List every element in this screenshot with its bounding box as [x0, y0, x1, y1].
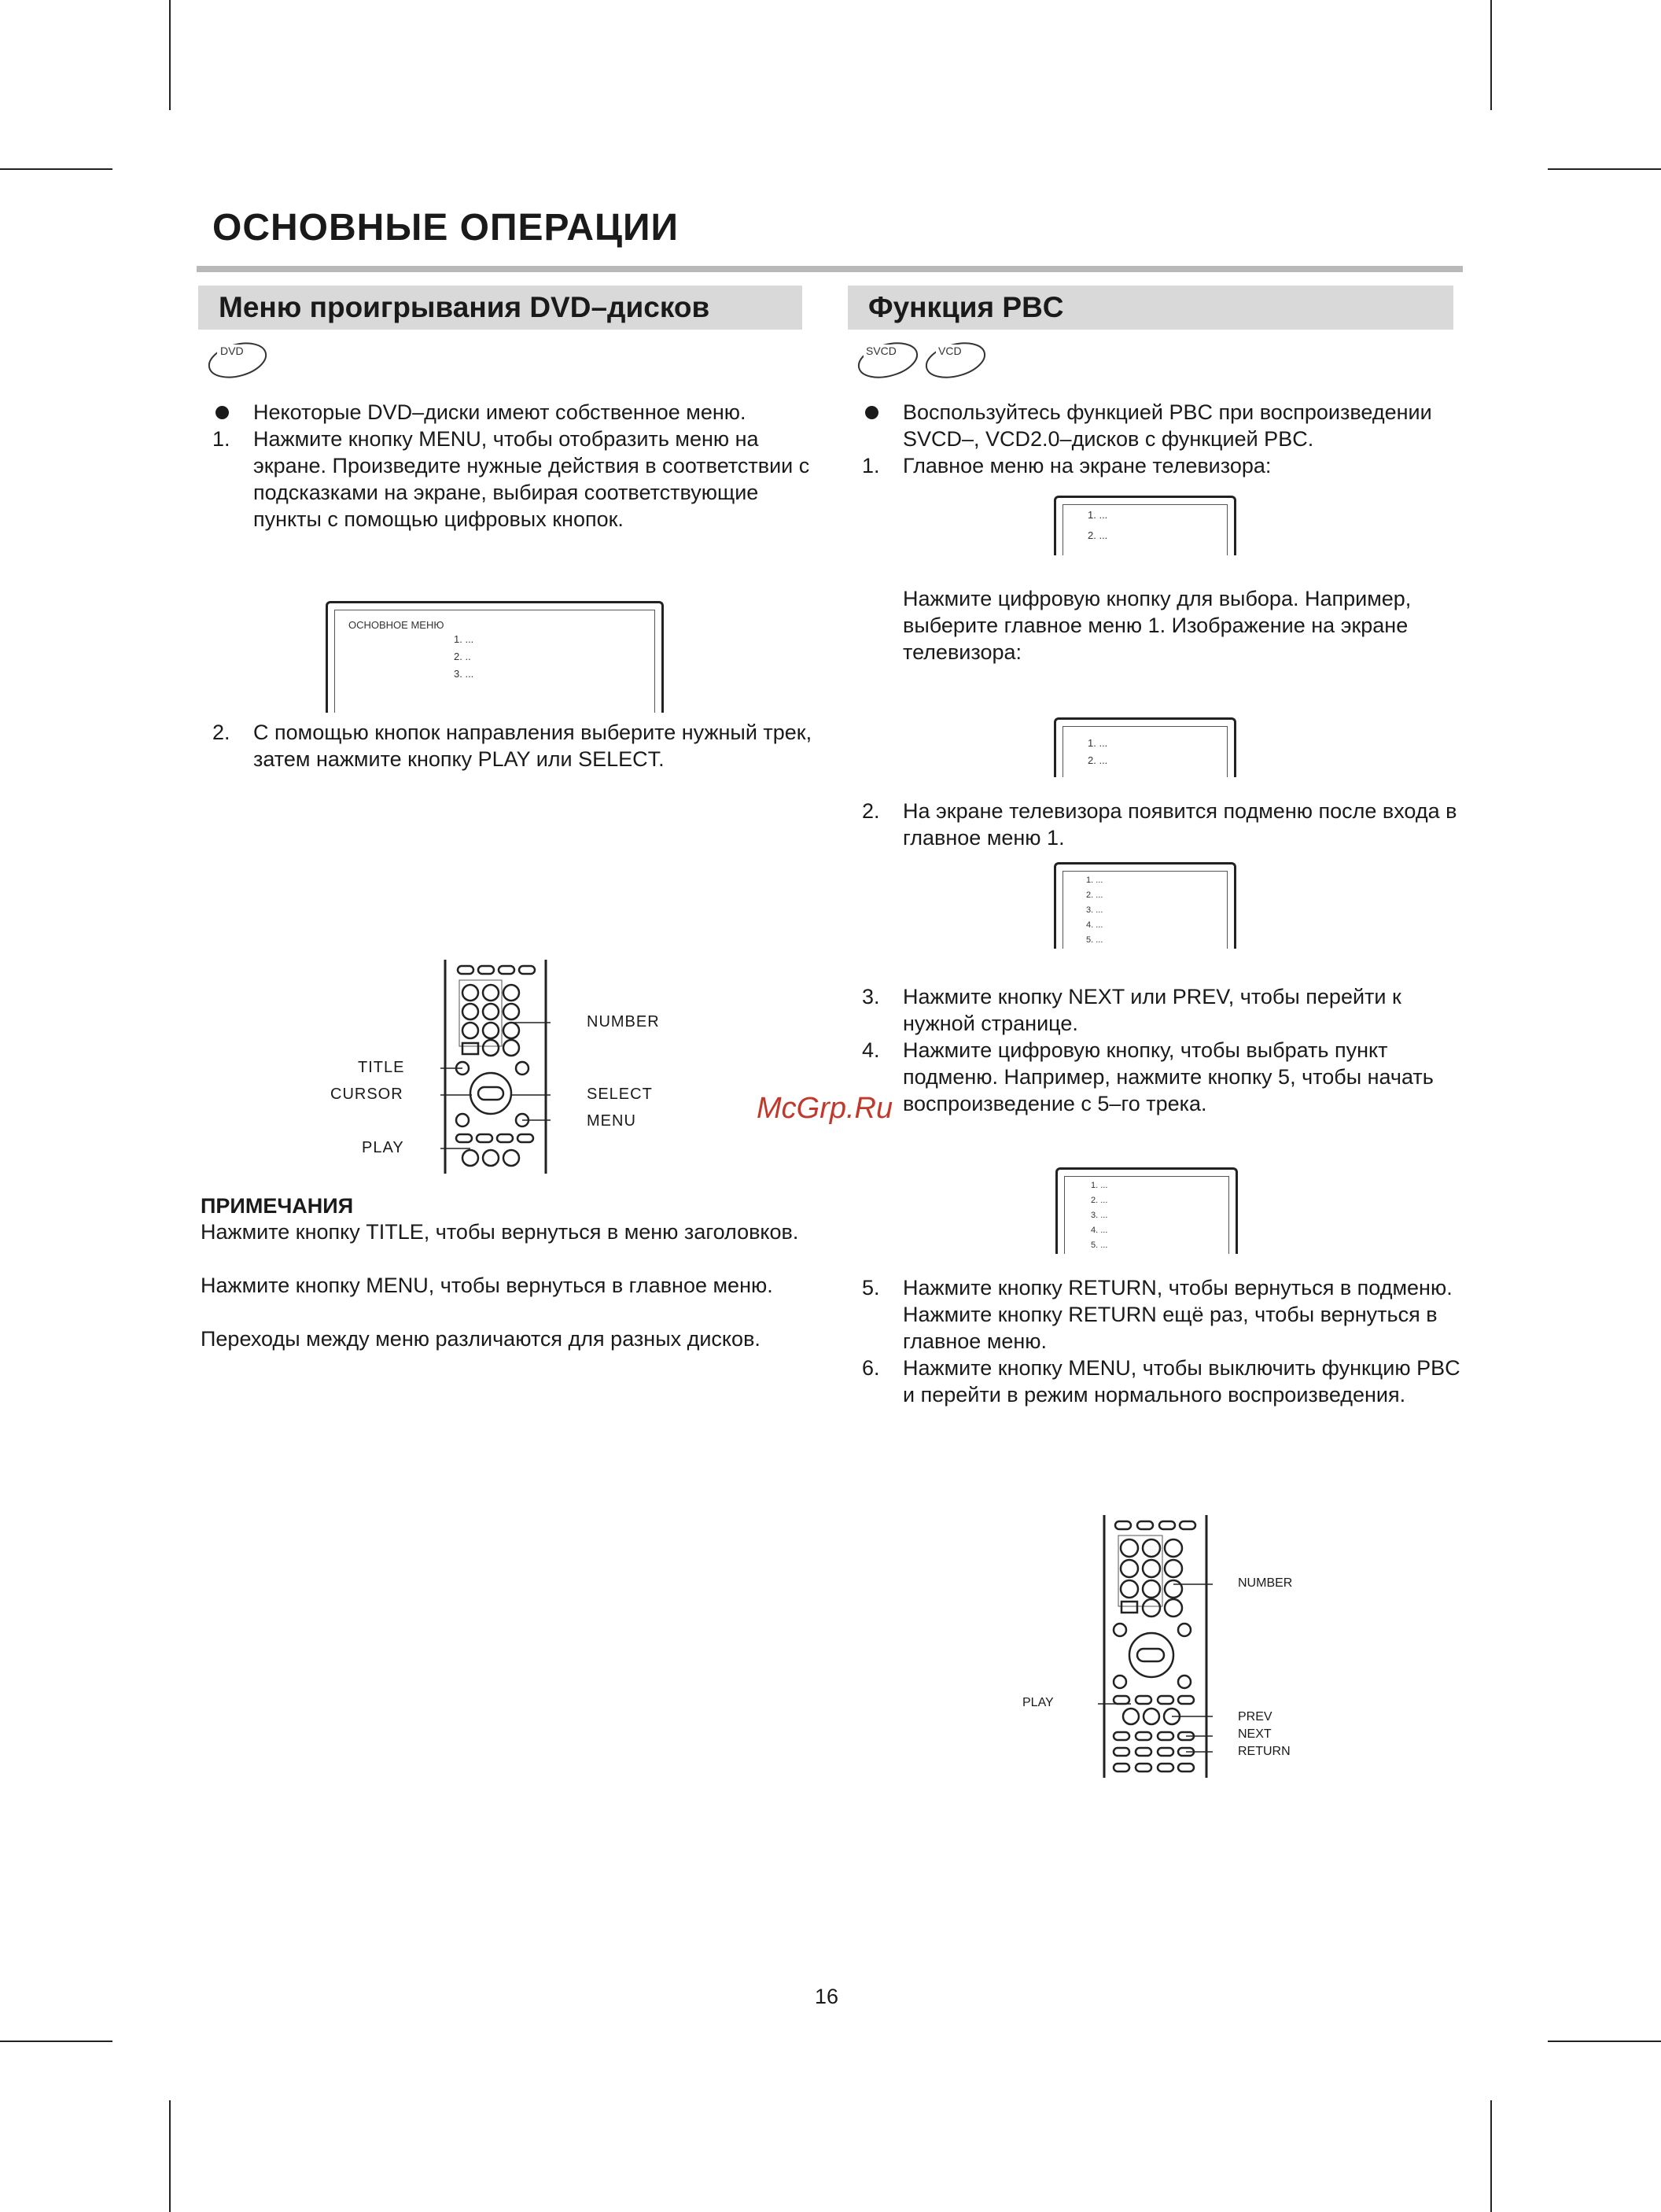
remote-label-select: SELECT: [587, 1086, 653, 1103]
svcd-disc-icon: [856, 340, 920, 381]
remote-label-prev: PREV: [1238, 1710, 1272, 1724]
remote-label-menu: MENU: [587, 1112, 636, 1130]
vcd-disc-icon: [923, 340, 988, 381]
note-line: Переходы между меню различаются для разных дисков.: [201, 1327, 761, 1351]
crop-mark: [169, 0, 171, 110]
list-item: Воспользуйтесь функцией PBC при воспроизведении SVCD–, VCD2.0–дисков с функцией PBC.: [862, 399, 1468, 452]
tv-menu-line: 1. ...: [1088, 737, 1108, 749]
note-line: Нажмите кнопку MENU, чтобы вернуться в главное меню.: [201, 1274, 773, 1297]
list-item: 5. Нажмите кнопку RETURN, чтобы вернуться в подменю. Нажмите кнопку RETURN ещё раз, чтобы вернуться в главное меню.: [862, 1276, 1453, 1353]
remote-control-illustration: [440, 960, 551, 1174]
remote-control-illustration-pbc: [1098, 1515, 1213, 1778]
crop-mark: [1490, 0, 1492, 110]
title-rule: [197, 266, 1463, 272]
tv-menu-line: 2. ...: [1088, 754, 1108, 766]
notes-title: ПРИМЕЧАНИЯ: [201, 1194, 354, 1218]
watermark: McGrp.Ru: [757, 1092, 893, 1125]
remote-label-play-pbc: PLAY: [1022, 1696, 1054, 1709]
list-item: 2. На экране телевизора появится подменю после входа в главное меню 1.: [862, 799, 1457, 850]
remote-label-cursor: CURSOR: [330, 1086, 403, 1103]
crop-mark: [1548, 168, 1661, 170]
tv-screen-main-menu-pbc: [1054, 496, 1236, 555]
vcd-disc-label: VCD: [938, 345, 962, 357]
crop-mark: [1548, 2041, 1661, 2042]
right-instructions-5: [862, 1274, 1468, 1408]
remote-label-return: RETURN: [1238, 1745, 1291, 1758]
page-title: ОСНОВНЫЕ ОПЕРАЦИИ: [212, 207, 680, 249]
dvd-disc-label: DVD: [220, 345, 244, 357]
left-instructions-2: [212, 719, 818, 772]
crop-mark: [0, 2041, 112, 2042]
tv-menu-line: 2. ...: [1091, 1196, 1108, 1205]
tv-menu-line: 3. ...: [1086, 905, 1103, 915]
right-instructions-2: [862, 585, 1468, 665]
right-instructions-4: [862, 983, 1468, 1117]
tv-menu-line: 1. ...: [1088, 509, 1108, 521]
tv-menu-line: 5. ...: [1091, 1241, 1108, 1250]
list-item: 3. Нажмите кнопку NEXT или PREV, чтобы перейти к нужной странице.: [862, 985, 1401, 1035]
right-instructions-3: [862, 798, 1468, 851]
tv-menu-line: 2. ...: [1088, 529, 1108, 541]
section-heading-pbc: Функция PBC: [848, 286, 1453, 330]
tv-screen-main-menu: [326, 601, 664, 713]
tv-screen-submenu-selected: [1055, 1167, 1238, 1254]
remote-label-number-pbc: NUMBER: [1238, 1576, 1293, 1590]
tv-menu-line: 2. ..: [454, 651, 471, 662]
list-item: 4. Нажмите цифровую кнопку, чтобы выбрать пункт подменю. Например, нажмите кнопку 5, чтобы начать воспроизведение с 5–го трека.: [862, 1038, 1434, 1115]
remote-label-next: NEXT: [1238, 1727, 1272, 1741]
bullet-icon: [865, 406, 878, 419]
bullet-icon: [215, 406, 229, 419]
left-instructions: [212, 399, 818, 533]
list-item: 6. Нажмите кнопку MENU, чтобы выключить функцию PBC и перейти в режим нормального воспроизведения.: [862, 1356, 1460, 1406]
crop-mark: [1490, 2100, 1492, 2212]
right-instructions-1: [862, 399, 1468, 479]
crop-mark: [169, 2100, 171, 2212]
tv-screen-submenu: [1054, 862, 1236, 949]
crop-mark: [0, 168, 112, 170]
tv-menu-line: 1. ...: [454, 633, 474, 645]
tv-menu-line: 4. ...: [1091, 1226, 1108, 1235]
tv-menu-line: 1. ...: [1086, 876, 1103, 885]
remote-label-title: TITLE: [358, 1059, 405, 1076]
remote-label-number: NUMBER: [587, 1013, 660, 1030]
note-line: Нажмите кнопку TITLE, чтобы вернуться в меню заголовков.: [201, 1220, 799, 1244]
tv-menu-line: 4. ...: [1086, 920, 1103, 930]
notes-block: [201, 1194, 822, 1352]
list-item: 1. Нажмите кнопку MENU, чтобы отобразить меню на экране. Произведите нужные действия в соответствии с подсказками на экране, выбирая соответствующие пункты с помощью цифровых кнопок.: [212, 427, 810, 531]
tv-menu-line: 3. ...: [454, 668, 474, 680]
tv-menu-line: 3. ...: [1091, 1211, 1108, 1220]
list-item: 1. Главное меню на экране телевизора:: [862, 454, 1272, 477]
tv-screen-selected-menu: [1054, 717, 1236, 777]
remote-label-play: PLAY: [362, 1139, 404, 1156]
dvd-disc-icon: [206, 340, 269, 381]
list-item: 2. С помощью кнопок направления выберите нужный трек, затем нажмите кнопку PLAY или SELECT.: [212, 721, 812, 771]
tv-menu-header: ОСНОВНОЕ МЕНЮ: [348, 619, 444, 631]
section-heading-dvd-menu: Меню проигрывания DVD–дисков: [198, 286, 802, 330]
tv-menu-line: 5. ...: [1086, 935, 1103, 945]
list-item: Нажмите цифровую кнопку для выбора. Например, выберите главное меню 1. Изображение на экране телевизора:: [903, 587, 1412, 664]
svcd-disc-label: SVCD: [866, 345, 897, 357]
page-number: 16: [815, 1985, 839, 2008]
tv-menu-line: 2. ...: [1086, 890, 1103, 900]
list-item: Некоторые DVD–диски имеют собственное меню.: [212, 399, 818, 426]
tv-menu-line: 1. ...: [1091, 1181, 1108, 1190]
